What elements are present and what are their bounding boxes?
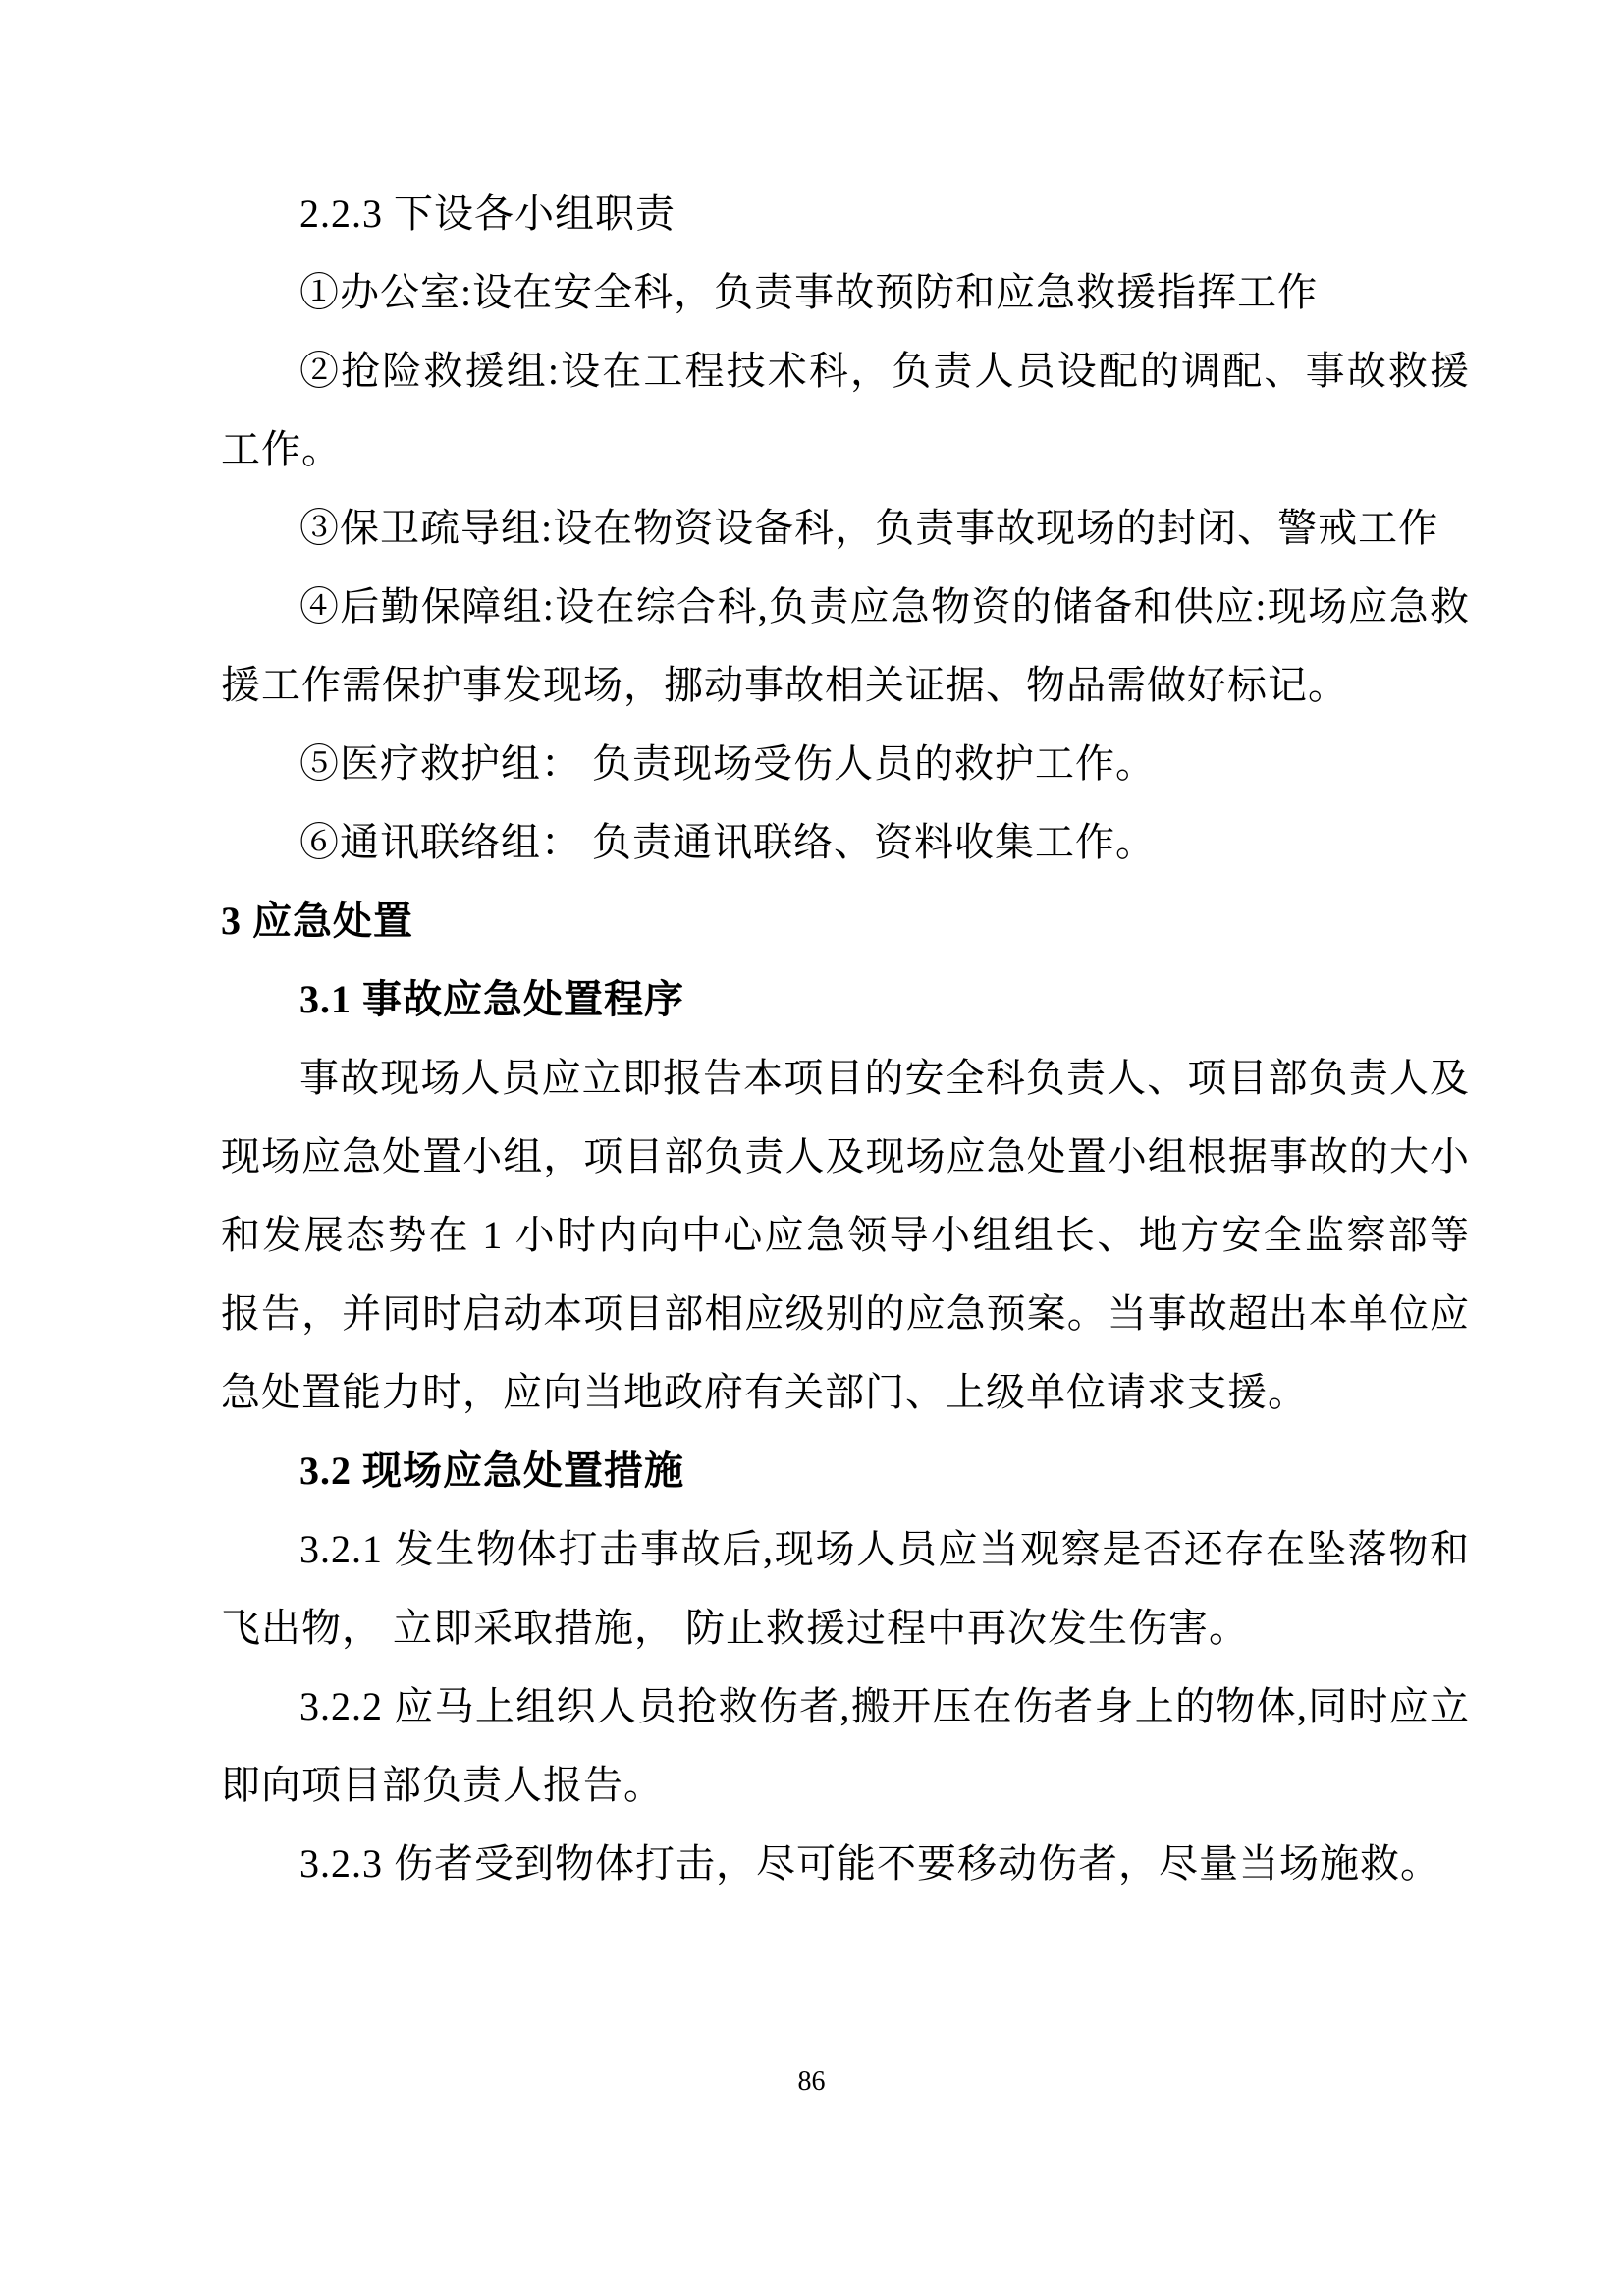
paragraph: 3.2.1 发生物体打击事故后,现场人员应当观察是否还存在坠落物和飞出物， 立即采取措施， 防止救援过程中再次发生伤害。 [221, 1527, 1470, 1650]
paragraph: ③保卫疏导组:设在物资设备科，负责事故现场的封闭、警戒工作 [299, 506, 1439, 550]
paragraph: ①办公室:设在安全科，负责事故预防和应急救援指挥工作 [299, 270, 1319, 314]
section-heading: 3.1 事故应急处置程序 [299, 977, 684, 1021]
paragraph: 事故现场人员应立即报告本项目的安全科负责人、项目部负责人及现场应急处置小组，项目部负责人及现场应急处置小组根据事故的大小和发展态势在 1 小时内向中心应急领导小组组长、地方安全监察部等报告，并同时启动本项目部相应级别的应急预案。当事故超出本单位应急处置能力时，应向当地政府有关部门、上级单位请求支援。 [221, 1056, 1470, 1414]
paragraph: 3.2.2 应马上组织人员抢救伤者,搬开压在伤者身上的物体,同时应立即向项目部负责人报告。 [221, 1684, 1470, 1807]
paragraph: ⑤医疗救护组： 负责现场受伤人员的救护工作。 [299, 741, 1156, 786]
paragraph: ④后勤保障组:设在综合科,负责应急物资的储备和供应:现场应急救援工作需保护事发现场，挪动事故相关证据、物品需做好标记。 [221, 584, 1470, 707]
section-heading: 3.2 现场应急处置措施 [299, 1449, 684, 1493]
paragraph: ②抢险救援组:设在工程技术科，负责人员设配的调配、事故救援工作。 [221, 349, 1470, 471]
paragraph: 3.2.3 伤者受到物体打击，尽可能不要移动伤者，尽量当场施救。 [299, 1841, 1440, 1886]
document-body [221, 175, 1470, 1903]
page-number: 86 [797, 2066, 826, 2097]
paragraph: 2.2.3 下设各小组职责 [299, 191, 676, 236]
paragraph: ⑥通讯联络组： 负责通讯联络、资料收集工作。 [299, 820, 1156, 864]
section-heading: 3 应急处置 [221, 899, 413, 943]
